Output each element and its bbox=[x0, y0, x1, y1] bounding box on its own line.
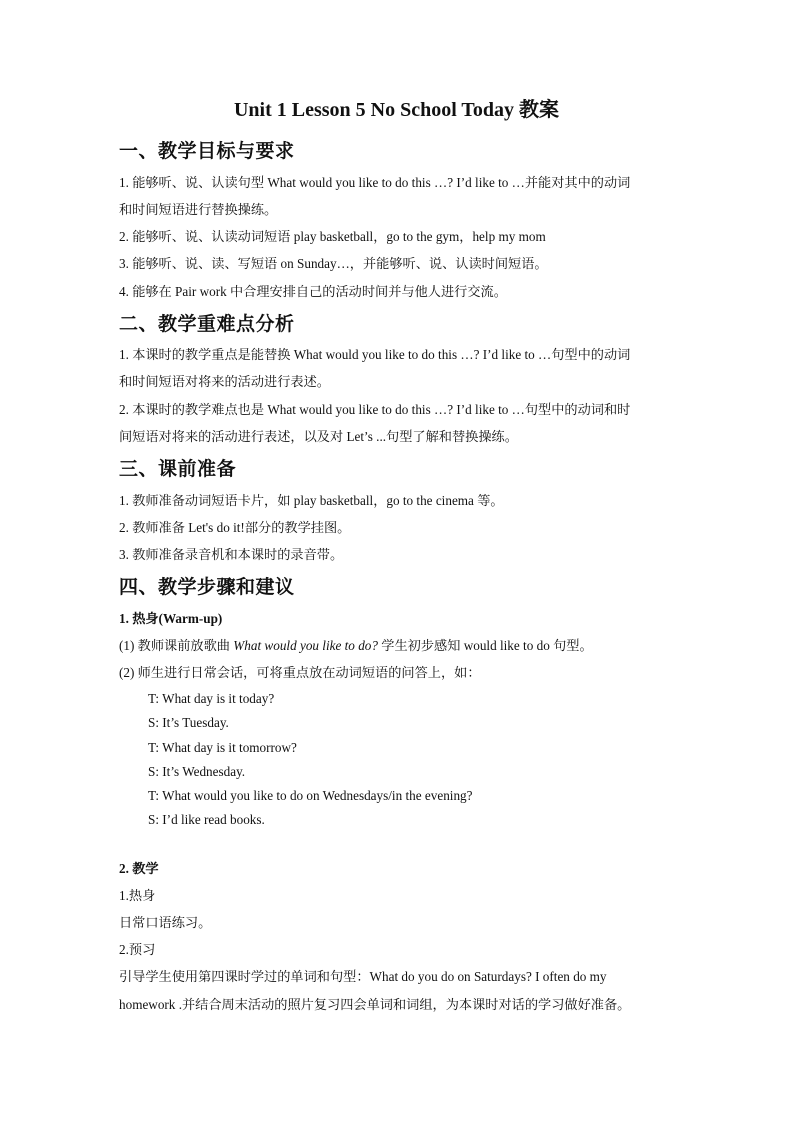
page-title: Unit 1 Lesson 5 No School Today 教案 bbox=[233, 99, 560, 121]
objective-4: 4. 能够在 Pair work 中合理安排自己的活动时间并与他人进行交流。 bbox=[119, 284, 507, 299]
key-point-2-line-1: 2. 本课时的教学难点也是 What would you like to do this …? I’d like to …句型中的动词和时 bbox=[119, 402, 631, 417]
warmup-step-1-suffix: 学生初步感知 would like to do 句型。 bbox=[377, 638, 593, 653]
section-heading-key-points: 二、教学重难点分析 bbox=[119, 313, 295, 335]
section-heading-objectives: 一、教学目标与要求 bbox=[119, 140, 295, 162]
objective-1-line-1: 1. 能够听、说、认读句型 What would you like to do this …? I’d like to …并能对其中的动词 bbox=[119, 175, 631, 190]
dialog-line: T: What day is it today? bbox=[148, 691, 275, 706]
warmup-heading: 1. 热身(Warm-up) bbox=[119, 611, 223, 626]
key-point-1-line-1: 1. 本课时的教学重点是能替换 What would you like to do this …? I’d like to …句型中的动词 bbox=[119, 347, 631, 362]
preparation-1: 1. 教师准备动词短语卡片，如 play basketball，go to the cinema 等。 bbox=[119, 493, 504, 508]
teaching-step-1-body: 日常口语练习。 bbox=[119, 915, 212, 930]
section-heading-preparation: 三、课前准备 bbox=[119, 458, 237, 480]
key-point-2-line-2: 间短语对将来的活动进行表述，以及对 Let’s ...句型了解和替换操练。 bbox=[119, 429, 518, 444]
dialog-line: T: What would you like to do on Wednesdays/in the evening? bbox=[148, 788, 473, 803]
teaching-step-2-line-1: 引导学生使用第四课时学过的单词和句型：What do you do on Saturdays? I often do my bbox=[119, 969, 607, 984]
objective-2: 2. 能够听、说、认读动词短语 play basketball，go to the gym，help my mom bbox=[119, 229, 546, 244]
teaching-step-2-line-2: homework .并结合周末活动的照片复习四会单词和词组，为本课时对话的学习做好准备。 bbox=[119, 997, 631, 1012]
teaching-step-1-title: 1.热身 bbox=[119, 888, 156, 903]
warmup-step-1 bbox=[119, 637, 679, 655]
warmup-step-1-prefix: (1) 教师课前放歌曲 bbox=[119, 638, 234, 653]
preparation-2: 2. 教师准备 Let's do it!部分的教学挂图。 bbox=[119, 520, 351, 535]
key-point-1-line-2: 和时间短语对将来的活动进行表述。 bbox=[119, 374, 330, 389]
preparation-3: 3. 教师准备录音机和本课时的录音带。 bbox=[119, 547, 344, 562]
section-heading-steps: 四、教学步骤和建议 bbox=[119, 576, 295, 598]
dialog-line: S: It’s Tuesday. bbox=[148, 715, 229, 730]
dialog-line: S: I’d like read books. bbox=[148, 812, 265, 827]
dialog-line: S: It’s Wednesday. bbox=[148, 764, 246, 779]
objective-3: 3. 能够听、说、读、写短语 on Sunday…，并能够听、说、认读时间短语。 bbox=[119, 256, 548, 271]
dialog-line: T: What day is it tomorrow? bbox=[148, 740, 297, 755]
warmup-step-2: (2) 师生进行日常会话，可将重点放在动词短语的问答上，如： bbox=[119, 665, 481, 680]
teaching-heading: 2. 教学 bbox=[119, 861, 159, 876]
objective-1-line-2: 和时间短语进行替换操练。 bbox=[119, 202, 278, 217]
teaching-step-2-title: 2.预习 bbox=[119, 942, 156, 957]
song-title: What would you like to do? bbox=[233, 638, 378, 653]
